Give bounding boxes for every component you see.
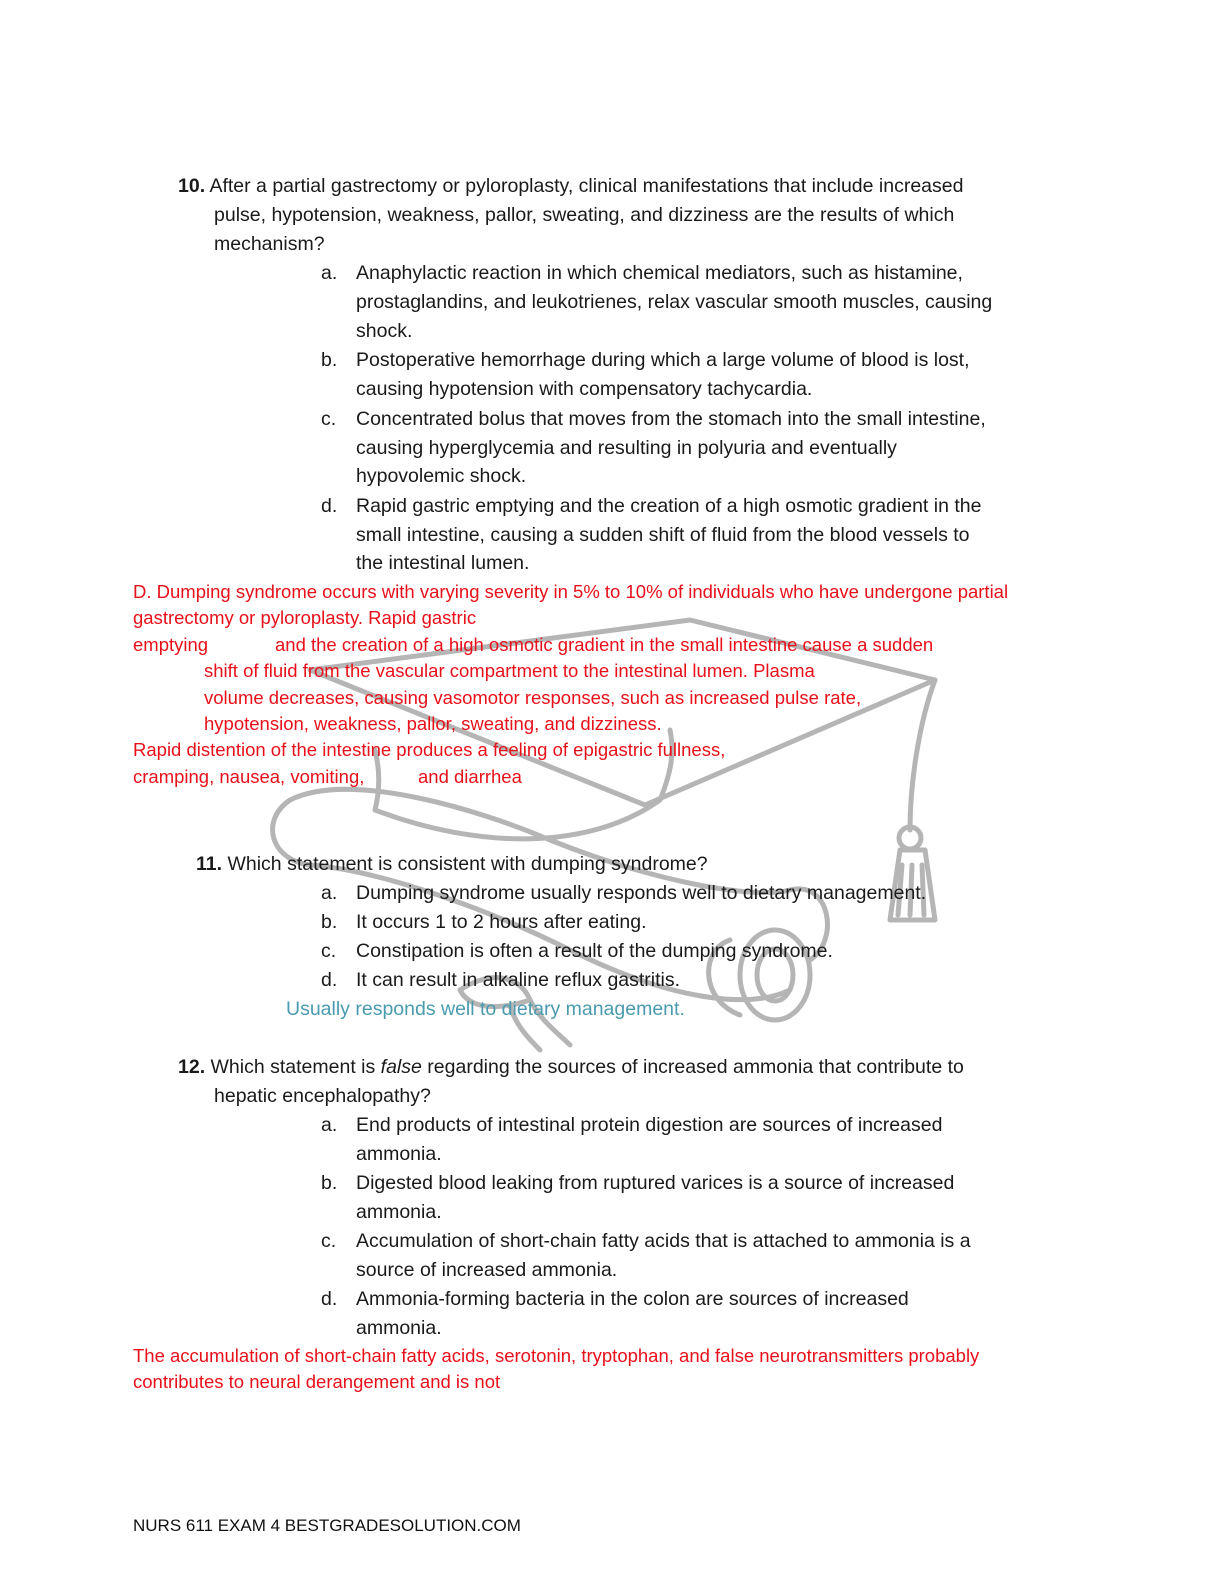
option-label: d. (321, 495, 338, 517)
question-10-number: 10. (178, 175, 206, 197)
q10-option-d-line-2: small intestine, causing a sudden shift of fluid from the blood vessels to (356, 524, 970, 546)
q10-rationale-line-2: gastrectomy or pyloroplasty. Rapid gastric (133, 607, 477, 628)
q10-option-a-line-1: Anaphylactic reaction in which chemical mediators, such as histamine, (356, 262, 963, 284)
q12-option-d-line-1: Ammonia-forming bacteria in the colon are sources of increased (356, 1288, 909, 1310)
q10-option-b-line-1: Postoperative hemorrhage during which a large volume of blood is lost, (356, 349, 970, 371)
q10-option-c-line-3: hypovolemic shock. (356, 465, 527, 487)
option-label: c. (321, 1230, 337, 1252)
option-label: d. (321, 1288, 338, 1310)
option-label: b. (321, 349, 338, 371)
question-11-stem: 11. Which statement is consistent with dumping syndrome? (196, 853, 708, 875)
q10-option-c-line-2: causing hyperglycemia and resulting in polyuria and eventually (356, 437, 897, 459)
question-11-number: 11. (196, 853, 223, 875)
option-label: c. (321, 408, 337, 430)
q11-option-b: It occurs 1 to 2 hours after eating. (356, 911, 647, 933)
q12-option-a-line-1: End products of intestinal protein digestion are sources of increased (356, 1114, 943, 1136)
q12-rationale-line-2: contributes to neural derangement and is not (133, 1371, 501, 1392)
q12-option-a-line-2: ammonia. (356, 1143, 442, 1165)
q10-option-c-line-1: Concentrated bolus that moves from the stomach into the small intestine, (356, 408, 986, 430)
q10-rationale-line-4: shift of fluid from the vascular compartment to the intestinal lumen. Plasma (204, 660, 815, 681)
q10-rationale-line-8b: and diarrhea (418, 766, 522, 787)
q10-option-a-line-3: shock. (356, 320, 413, 342)
q12-rationale-line-1: The accumulation of short-chain fatty acids, serotonin, tryptophan, and false neurotransmitters probably (133, 1345, 980, 1366)
option-label: c. (321, 940, 337, 962)
option-label: b. (321, 911, 338, 933)
option-label: a. (321, 262, 338, 284)
q10-rationale-line-3b: and the creation of a high osmotic gradient in the small intestine cause a sudden (275, 634, 934, 655)
q10-rationale-line-5: volume decreases, causing vasomotor responses, such as increased pulse rate, (204, 687, 862, 708)
option-label: a. (321, 882, 338, 904)
option-label: a. (321, 1114, 338, 1136)
page-footer: NURS 611 EXAM 4 BESTGRADESOLUTION.COM (133, 1516, 521, 1535)
question-12-stem-line-1: 12. Which statement is false regarding the sources of increased ammonia that contribute to (178, 1056, 964, 1078)
question-10-stem-line-2: pulse, hypotension, weakness, pallor, sweating, and dizziness are the results of which (214, 204, 955, 226)
q10-rationale-line-1: D. Dumping syndrome occurs with varying severity in 5% to 10% of individuals who have undergone partial (133, 581, 1009, 602)
option-label: b. (321, 1172, 338, 1194)
q10-option-d-line-3: the intestinal lumen. (356, 552, 530, 574)
q12-option-c-line-2: source of increased ammonia. (356, 1259, 618, 1281)
q12-option-b-line-2: ammonia. (356, 1201, 442, 1223)
q12-option-d-line-2: ammonia. (356, 1317, 442, 1339)
q10-rationale-line-6: hypotension, weakness, pallor, sweating, and dizziness. (204, 713, 662, 734)
question-12-number: 12. (178, 1056, 206, 1078)
q11-rationale: Usually responds well to dietary management. (286, 998, 685, 1020)
question-10-stem-line-3: mechanism? (214, 233, 325, 255)
question-10-stem-line-1: 10. After a partial gastrectomy or pyloroplasty, clinical manifestations that include increased (178, 175, 964, 197)
q10-option-d-line-1: Rapid gastric emptying and the creation of a high osmotic gradient in the (356, 495, 982, 517)
q12-option-c-line-1: Accumulation of short-chain fatty acids that is attached to ammonia is a (356, 1230, 971, 1252)
q12-option-b-line-1: Digested blood leaking from ruptured varices is a source of increased (356, 1172, 955, 1194)
option-label: d. (321, 969, 338, 991)
q11-option-c: Constipation is often a result of the dumping syndrome. (356, 940, 833, 962)
q11-option-d: It can result in alkaline reflux gastritis. (356, 969, 681, 991)
question-12-stem-line-2: hepatic encephalopathy? (214, 1085, 431, 1107)
q10-option-b-line-2: causing hypotension with compensatory tachycardia. (356, 378, 813, 400)
q10-rationale-line-7: Rapid distention of the intestine produces a feeling of epigastric fullness, (133, 739, 726, 760)
q11-option-a: Dumping syndrome usually responds well to dietary management. (356, 882, 927, 904)
q10-rationale-line-3a: emptying (133, 634, 209, 655)
q10-option-a-line-2: prostaglandins, and leukotrienes, relax vascular smooth muscles, causing (356, 291, 993, 313)
q10-rationale-line-8a: cramping, nausea, vomiting, (133, 766, 365, 787)
